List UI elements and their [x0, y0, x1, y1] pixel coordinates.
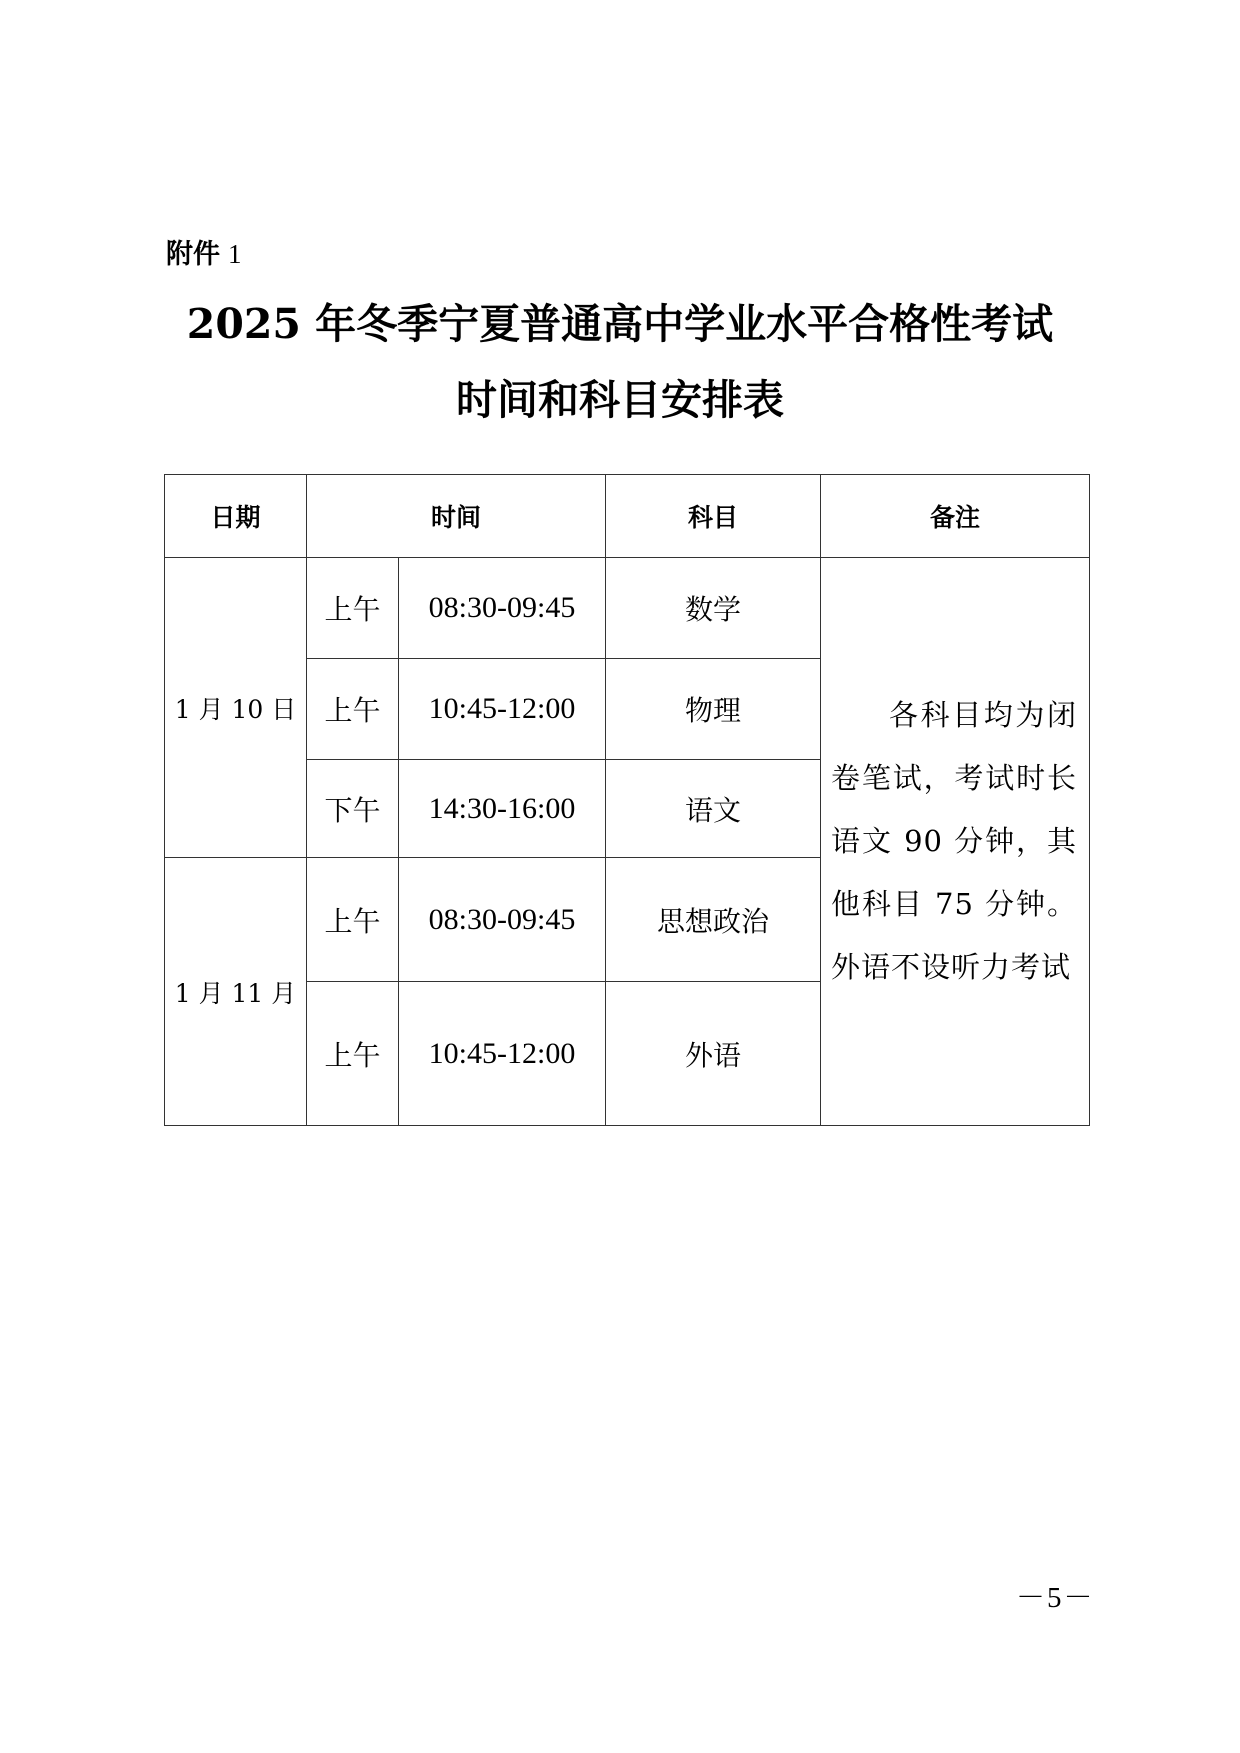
period-cell: 上午	[307, 558, 399, 659]
document-title-line1: 2025 年冬季宁夏普通高中学业水平合格性考试	[186, 300, 1054, 348]
date-cell: 1 月 10 日	[165, 558, 307, 858]
exam-schedule-table	[164, 474, 1090, 1126]
table-row	[165, 558, 1090, 659]
attachment-text: 附件	[166, 239, 220, 270]
time-cell: 10:45-12:00	[399, 659, 606, 760]
document-title-line2: 时间和科目安排表	[456, 376, 784, 424]
page-number: －5－	[1016, 1582, 1095, 1614]
time-cell: 14:30-16:00	[399, 760, 606, 858]
subject-cell: 外语	[606, 982, 821, 1126]
subject-cell: 思想政治	[606, 858, 821, 982]
table-header-row	[165, 475, 1090, 558]
time-cell: 08:30-09:45	[399, 558, 606, 659]
period-cell: 上午	[307, 982, 399, 1126]
remark-cell: 各科目均为闭卷笔试，考试时长语文 90 分钟，其他科目 75 分钟。外语不设听力考试	[821, 558, 1090, 1126]
subject-cell: 物理	[606, 659, 821, 760]
time-cell: 08:30-09:45	[399, 858, 606, 982]
subject-cell: 数学	[606, 558, 821, 659]
period-cell: 上午	[307, 659, 399, 760]
attachment-number: 1	[228, 239, 242, 269]
time-cell: 10:45-12:00	[399, 982, 606, 1126]
header-date: 日期	[165, 475, 307, 558]
date-cell: 1 月 11 月	[165, 858, 307, 1126]
header-time: 时间	[307, 475, 606, 558]
subject-cell: 语文	[606, 760, 821, 858]
header-remark: 备注	[821, 475, 1090, 558]
header-subject: 科目	[606, 475, 821, 558]
attachment-label	[166, 234, 242, 275]
period-cell: 上午	[307, 858, 399, 982]
period-cell: 下午	[307, 760, 399, 858]
